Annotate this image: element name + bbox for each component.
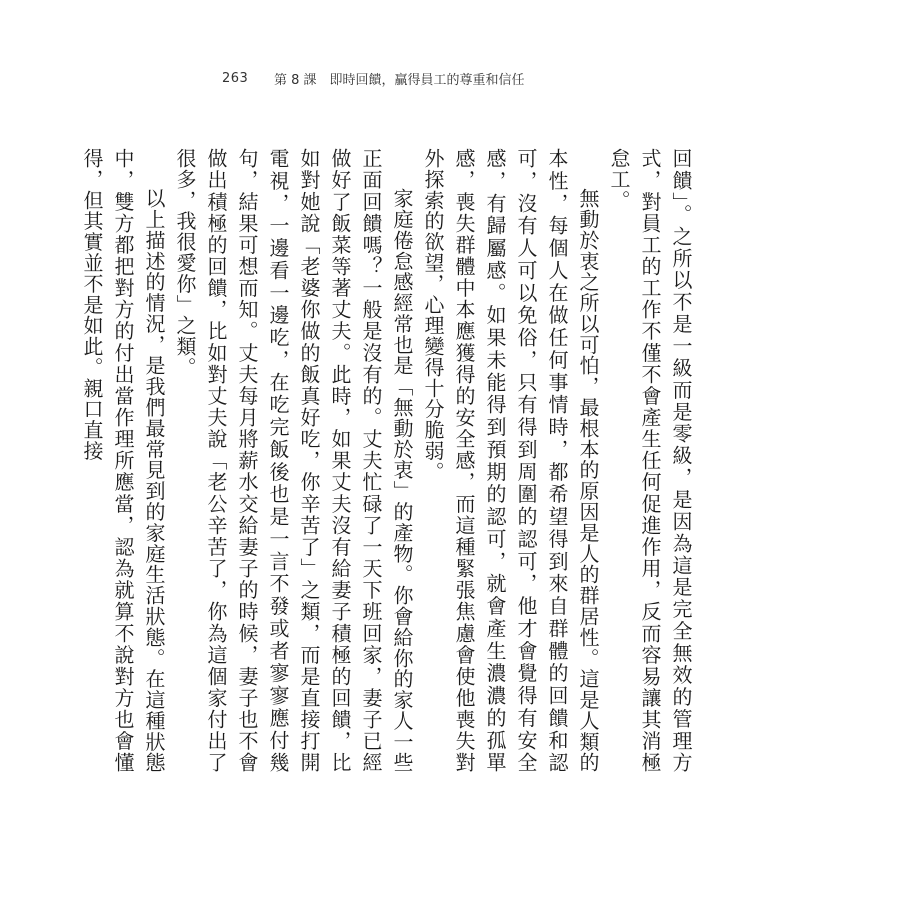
paragraph: 無動於衷之所以可怕，最根本的原因是人的群居性。這是人類的本性，每個人在做任何事情時，都希望得到來自群體的回饋和認可，沒有人可以免俗，只有得到周圍的認可，他才會覺得有安全感，有歸屬感。如果未能得到預期的認可，就會產生濃濃的孤單感，喪失群體中本應獲得的安全感，而這種緊張焦慮會使他喪失對外探索的欲望，心理變得十分脆弱。	[421, 148, 600, 773]
paragraph: 回饋」。之所以不是一級而是零級，是因為這是完全無效的管理方式，對員工的工作不僅不會產生任何促進作用，反而容易讓其消極怠工。	[607, 148, 693, 773]
body-text	[80, 148, 696, 773]
paragraph: 家庭倦怠感經常也是「無動於衷」的產物。你會給你的家人一些正面回饋嗎？一般是沒有的。丈夫忙碌了一天下班回家，妻子已經做好了飯菜等著丈夫。此時，如果丈夫沒有給妻子積極的回饋，比如對她說「老婆你做的飯真好吃，你辛苦了」之類，而是直接打開電視，一邊看一邊吃，在吃完飯後也是一言不發或者寥寥應付幾句，結果可想而知。丈夫每月將薪水交給妻子的時候，妻子也不會做出積極的回饋，比如對丈夫說「老公辛苦了，你為這個家付出了很多，我很愛你」之類。	[173, 148, 414, 773]
chapter-title: 第 8 課 即時回饋，贏得員工的尊重和信任	[274, 72, 525, 88]
running-header	[222, 68, 525, 88]
paragraph: 以上描述的情況，是我們最常見到的家庭生活狀態。在這種狀態中，雙方都把對方的付出當作理所應當，認為就算不說對方也會懂得，但其實並不是如此。親口直接	[80, 148, 166, 773]
page-number: 263	[222, 70, 249, 86]
